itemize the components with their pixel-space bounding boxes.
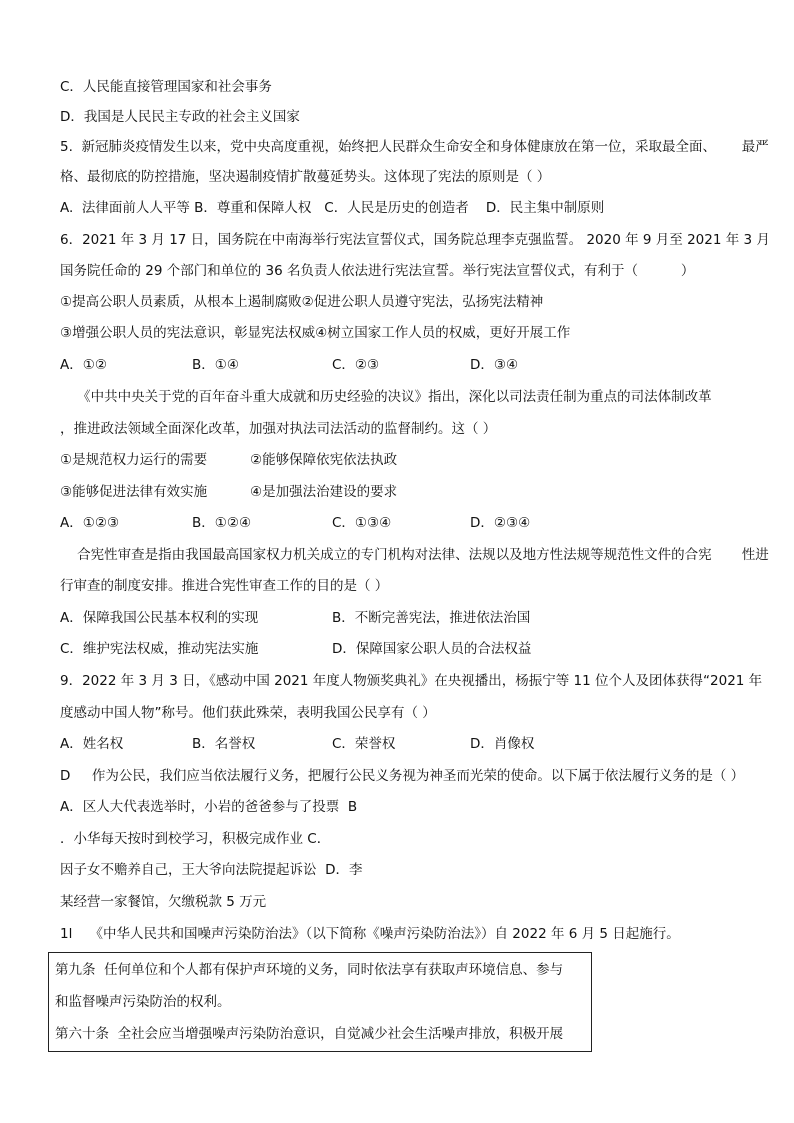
q6-option-c: C．②③: [332, 357, 380, 373]
q7-statement-2: ③能够促进法律有效实施 ④是加强法治建设的要求: [60, 484, 398, 500]
q10-line-3: 因子女不赡养自己，王大爷向法院提起诉讼 D．李: [60, 862, 363, 878]
law-excerpt-box: [48, 952, 592, 1052]
q9-option-c: C．荣誉权: [332, 736, 396, 752]
q9-stem-line-2: 度感动中国人物”称号。他们获此殊荣，表明我国公民享有（ ）: [60, 705, 436, 721]
q7-statement-1: ①是规范权力运行的需要 ②能够保障依宪依法执政: [60, 452, 398, 468]
law-excerpt-line-1: 第九条 任何单位和个人都有保护声环境的义务，同时依法享有获取声环境信息、参与: [55, 962, 564, 978]
q6-option-d: D．③④: [470, 357, 519, 373]
q8-stem-line-1: 合宪性审查是指由我国最高国家权力机关成立的专门机构对法律、法规以及地方性法规等规范性文件的合宪 性进: [60, 547, 769, 563]
q8-option-c: C．维护宪法权威，推动宪法实施: [60, 641, 259, 657]
q9-stem-line-1: 9．2022 年 3 月 3 日，《感动中国 2021 年度人物颁奖典礼》在央视播出，杨振宁等 11 位个人及团体获得“2021 年: [60, 673, 763, 689]
q6-stem-line-2: 国务院任命的 29 个部门和单位的 36 名负责人依法进行宪法宣誓。举行宪法宣誓仪式，有利于（ ）: [60, 263, 695, 279]
q8-option-a: A．保障我国公民基本权利的实现: [60, 610, 259, 626]
law-excerpt-line-2: 和监督噪声污染防治的权利。: [55, 994, 231, 1010]
q4-option-d: D．我国是人民民主专政的社会主义国家: [60, 109, 300, 125]
q6-statement-2: ③增强公职人员的宪法意识，彰显宪法权威④树立国家工作人员的权威，更好开展工作: [60, 325, 571, 341]
q7-stem-line-2: ，推进政法领域全面深化改革，加强对执法司法活动的监督制约。这（ ）: [60, 421, 497, 437]
q11-stem: 1l 《中华人民共和国噪声污染防治法》（以下简称《噪声污染防治法》）自 2022 年 6 月 5 日起施行。: [60, 926, 680, 942]
q6-option-b: B．①④: [192, 357, 239, 373]
q8-stem-line-2: 行审查的制度安排。推进合宪性审查工作的目的是（ ）: [60, 578, 389, 594]
q10-line-2: ．小华每天按时到校学习，积极完成作业 C．: [60, 831, 331, 847]
q7-option-d: D．②③④: [470, 515, 531, 531]
q9-option-d: D．肖像权: [470, 736, 535, 752]
q8-option-d: D．保障国家公职人员的合法权益: [332, 641, 532, 657]
q10-line-4: 某经营一家餐馆，欠缴税款 5 万元: [60, 894, 267, 910]
q5-stem-line-1: 5. 新冠肺炎疫情发生以来，党中央高度重视，始终把人民群众生命安全和身体健康放在第一位，采取最全面、 最严: [60, 139, 769, 155]
q7-option-a: A．①②③: [60, 515, 120, 531]
q4-option-c: C．人民能直接管理国家和社会事务: [60, 79, 272, 95]
q7-option-c: C．①③④: [332, 515, 392, 531]
q10-line-1: A．区人大代表选举时，小岩的爸爸参与了投票 B: [60, 799, 358, 815]
q7-option-b: B．①②④: [192, 515, 252, 531]
q5-stem-line-2: 格、最彻底的防控措施，坚决遏制疫情扩散蔓延势头。这体现了宪法的原则是（ ）: [60, 169, 551, 185]
q7-stem-line-1: 《中共中央关于党的百年奋斗重大成就和历史经验的决议》指出，深化以司法责任制为重点的司法体制改革: [60, 389, 712, 405]
q5-options: A. 法律面前人人平等 B．尊重和保障人权 C．人民是历史的创造者 D．民主集中制原则: [60, 200, 605, 216]
q6-statement-1: ①提高公职人员素质，从根本上遏制腐败②促进公职人员遵守宪法，弘扬宪法精神: [60, 294, 544, 310]
q10-stem: D 作为公民，我们应当依法履行义务，把履行公民义务视为神圣而光荣的使命。以下属于依法履行义务的是（ ）: [60, 768, 745, 784]
q6-option-a: A．①②: [60, 357, 107, 373]
law-excerpt-line-3: 第六十条 全社会应当增强噪声污染防治意识，自觉减少社会生活噪声排放，积极开展: [55, 1026, 564, 1042]
q9-option-b: B．名誉权: [192, 736, 256, 752]
q8-option-b: B．不断完善宪法，推进依法治国: [332, 610, 531, 626]
q9-option-a: A．姓名权: [60, 736, 124, 752]
q6-stem-line-1: 6．2021 年 3 月 17 日，国务院在中南海举行宪法宣誓仪式，国务院总理李克强监誓。 2020 年 9 月至 2021 年 3 月: [60, 232, 770, 248]
